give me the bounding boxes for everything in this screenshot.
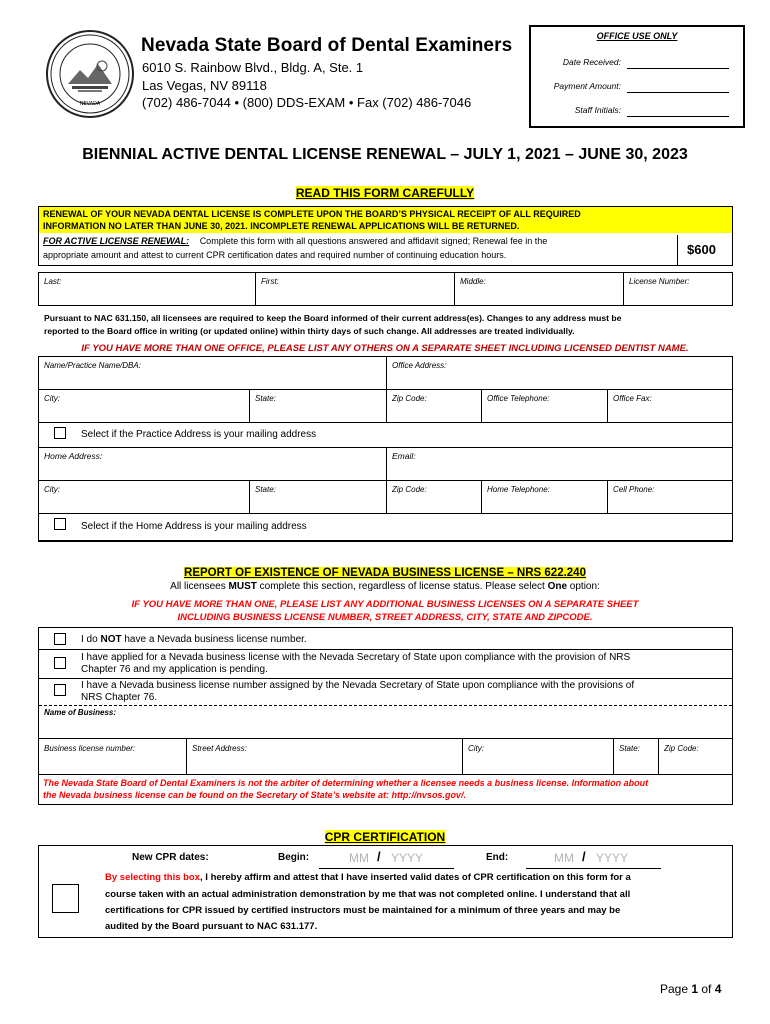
active-renewal-text1: Complete this form with all questions answered and affidavit signed; Renewal fee in the xyxy=(199,236,548,246)
home-phone-label: Home Telephone: xyxy=(487,485,550,494)
notice-line1: RENEWAL OF YOUR NEVADA DENTAL LICENSE IS COMPLETE UPON THE BOARD’S PHYSICAL RECEIPT OF ALL REQUIRED xyxy=(43,209,581,219)
end-year-placeholder: YYYY xyxy=(596,851,629,865)
staff-initials-line[interactable] xyxy=(627,115,729,117)
cpr-box xyxy=(38,845,733,938)
page-number xyxy=(660,982,721,996)
practice-state-label: State: xyxy=(255,394,276,403)
divider xyxy=(39,649,732,650)
address-line2: Las Vegas, NV 89118 xyxy=(142,78,267,93)
option-no-license xyxy=(81,634,307,645)
divider xyxy=(39,738,732,739)
payment-amount-line[interactable] xyxy=(627,91,729,93)
cpr-affirm-line4: audited by the Board pursuant to NAC 631.177. xyxy=(105,921,318,932)
contact-line: (702) 486-7044 • (800) DDS-EXAM • Fax (702) 486-7046 xyxy=(142,95,472,110)
practice-city-label: City: xyxy=(44,394,60,403)
divider xyxy=(386,390,387,422)
home-address-label: Home Address: xyxy=(44,451,103,461)
instr-text: complete this section, regardless of license status. Please select xyxy=(256,581,548,592)
business-license-number-label: Business license number: xyxy=(44,744,136,753)
seal-graphic xyxy=(48,32,132,116)
business-city-label: City: xyxy=(468,744,484,753)
office-fax-label: Office Fax: xyxy=(613,394,652,403)
home-address-field[interactable] xyxy=(39,448,386,480)
begin-year-placeholder: YYYY xyxy=(391,851,424,865)
divider xyxy=(613,739,614,774)
practice-mailing-checkbox[interactable] xyxy=(54,427,66,439)
has-license-checkbox[interactable] xyxy=(54,684,66,696)
divider xyxy=(481,481,482,513)
business-zip-label: Zip Code: xyxy=(664,744,699,753)
home-mailing-label: Select if the Home Address is your mailing address xyxy=(81,521,307,532)
business-disclaimer2: the Nevada business license can be found on the Secretary of State’s website at: http://nvsos.gov/. xyxy=(43,790,466,800)
divider xyxy=(249,390,250,422)
instr-text: option: xyxy=(567,581,600,592)
svg-text:NEVADA: NEVADA xyxy=(79,101,101,107)
divider xyxy=(39,422,732,423)
cell-phone-label: Cell Phone: xyxy=(613,485,655,494)
business-note2: INCLUDING BUSINESS LICENSE NUMBER, STREET ADDRESS, CITY, STATE AND ZIPCODE. xyxy=(177,612,593,623)
first-name-label: First: xyxy=(261,277,279,286)
active-renewal-text2: appropriate amount and attest to current CPR certification dates and required number of continuing education hours. xyxy=(43,250,507,260)
business-street-label: Street Address: xyxy=(192,744,247,753)
address-table xyxy=(38,356,733,542)
read-carefully-heading: READ THIS FORM CAREFULLY xyxy=(295,186,475,200)
middle-name-label: Middle: xyxy=(460,277,486,286)
office-use-box xyxy=(529,25,745,128)
home-state-label: State: xyxy=(255,485,276,494)
email-label: Email: xyxy=(392,451,416,461)
no-business-license-checkbox[interactable] xyxy=(54,633,66,645)
cpr-affirm-line3: certifications for CPR issued by certified instructors must be maintained for a minimum of three years and may be xyxy=(105,905,621,916)
notice-line2: INFORMATION NO LATER THAN JUNE 30, 2021. INCOMPLETE RENEWAL APPLICATIONS WILL BE RETURNED. xyxy=(43,221,520,231)
business-name-field[interactable] xyxy=(39,706,732,738)
form-title: BIENNIAL ACTIVE DENTAL LICENSE RENEWAL – JULY 1, 2021 – JUNE 30, 2023 xyxy=(82,146,688,163)
business-disclaimer1: The Nevada State Board of Dental Examiners is not the arbiter of determining whether a licensee needs a business license. Information about xyxy=(43,778,649,788)
office-address-label: Office Address: xyxy=(392,361,447,370)
address-line1: 6010 S. Rainbow Blvd., Bldg. A, Ste. 1 xyxy=(142,60,364,75)
instr-must: MUST xyxy=(228,581,257,592)
name-row xyxy=(38,272,733,306)
cpr-affirm-checkbox[interactable] xyxy=(52,884,79,913)
multi-office-note: IF YOU HAVE MORE THAN ONE OFFICE, PLEASE LIST ANY OTHERS ON A SEPARATE SHEET INCLUDING LICENSED DENTIST NAME. xyxy=(81,343,689,354)
page-total: 4 xyxy=(714,982,722,996)
office-use-title: OFFICE USE ONLY xyxy=(596,31,678,41)
affirm-text: , I hereby affirm and attest that I have inserted valid dates of CPR certification on this form for a xyxy=(200,872,631,883)
practice-name-label: Name/Practice Name/DBA: xyxy=(44,361,141,370)
office-address-field[interactable] xyxy=(387,357,732,389)
date-received-line[interactable] xyxy=(627,67,729,69)
practice-zip-label: Zip Code: xyxy=(392,394,427,403)
divider xyxy=(607,481,608,513)
business-note1: IF YOU HAVE MORE THAN ONE, PLEASE LIST ANY ADDITIONAL BUSINESS LICENSES ON A SEPARATE SHEET xyxy=(131,599,639,610)
license-number-field[interactable] xyxy=(624,273,732,305)
divider xyxy=(481,390,482,422)
date-received-label: Date Received: xyxy=(562,57,621,67)
opt-text: I do xyxy=(81,634,101,645)
page-current: 1 xyxy=(691,982,699,996)
end-slash: / xyxy=(582,849,586,864)
first-name-field[interactable] xyxy=(256,273,454,305)
office-phone-label: Office Telephone: xyxy=(487,394,550,403)
home-mailing-checkbox[interactable] xyxy=(54,518,66,530)
cpr-affirm-line2: course taken with an actual administration demonstration by me that was not completed online. I understand that all xyxy=(105,889,631,900)
begin-date-field[interactable] xyxy=(319,848,454,869)
begin-label: Begin: xyxy=(278,852,310,863)
affirm-lead: By selecting this box xyxy=(105,872,201,883)
payment-amount-label: Payment Amount: xyxy=(553,81,621,91)
home-zip-label: Zip Code: xyxy=(392,485,427,494)
business-license-heading: REPORT OF EXISTENCE OF NEVADA BUSINESS LICENSE – NRS 622.240 xyxy=(184,567,586,579)
divider xyxy=(607,390,608,422)
pursuant-line1: Pursuant to NAC 631.150, all licensees are required to keep the Board informed of their current address(es). Changes to any address must be xyxy=(44,313,622,323)
pursuant-line2: reported to the Board office in writing (or updated online) within thirty days of such change. All addresses are treated individually. xyxy=(44,326,575,336)
board-name: Nevada State Board of Dental Examiners xyxy=(141,35,513,56)
cpr-affirm-line1 xyxy=(105,872,631,883)
home-city-label: City: xyxy=(44,485,60,494)
divider xyxy=(658,739,659,774)
divider xyxy=(386,481,387,513)
page-of: of xyxy=(698,982,715,996)
last-name-field[interactable] xyxy=(39,273,255,305)
renewal-fee: $600 xyxy=(687,242,716,257)
divider xyxy=(39,678,732,679)
end-month-placeholder: MM xyxy=(554,851,574,865)
notice-box xyxy=(38,206,733,266)
opt-not: NOT xyxy=(100,634,122,645)
page-label: Page xyxy=(660,982,692,996)
license-number-label: License Number: xyxy=(629,277,690,286)
begin-month-placeholder: MM xyxy=(349,851,369,865)
practice-mailing-label: Select if the Practice Address is your mailing address xyxy=(81,429,317,440)
divider xyxy=(462,739,463,774)
staff-initials-label: Staff Initials: xyxy=(574,105,621,115)
instr-one: One xyxy=(547,581,568,592)
business-instructions xyxy=(0,581,770,592)
middle-name-field[interactable] xyxy=(455,273,623,305)
divider xyxy=(249,481,250,513)
divider xyxy=(186,739,187,774)
state-seal xyxy=(46,30,134,118)
applied-license-checkbox[interactable] xyxy=(54,657,66,669)
divider xyxy=(39,774,732,775)
business-name-label: Name of Business: xyxy=(44,708,117,717)
practice-name-field[interactable] xyxy=(39,357,386,389)
business-state-label: State: xyxy=(619,744,640,753)
opt-text: have a Nevada business license number. xyxy=(121,634,307,645)
end-label: End: xyxy=(486,852,509,863)
cpr-heading: CPR CERTIFICATION xyxy=(324,830,446,844)
option-has-line1: I have a Nevada business license number assigned by the Nevada Secretary of State upon compliance with the provisions of xyxy=(81,680,635,691)
begin-slash: / xyxy=(377,849,381,864)
fee-divider xyxy=(677,235,678,265)
option-applied-line1: I have applied for a Nevada business license with the Nevada Secretary of State upon compliance with the provision of NRS xyxy=(81,652,631,663)
last-name-label: Last: xyxy=(44,277,62,286)
business-table xyxy=(38,627,733,805)
end-date-field[interactable] xyxy=(526,848,661,869)
email-field[interactable] xyxy=(387,448,732,480)
option-applied-line2: Chapter 76 and my application is pending. xyxy=(81,664,268,675)
new-cpr-dates-label: New CPR dates: xyxy=(132,852,209,863)
active-renewal-label: FOR ACTIVE LICENSE RENEWAL: xyxy=(43,236,190,246)
option-has-line2: NRS Chapter 76. xyxy=(81,692,158,703)
instr-text: All licensees xyxy=(170,581,229,592)
divider xyxy=(39,513,732,514)
